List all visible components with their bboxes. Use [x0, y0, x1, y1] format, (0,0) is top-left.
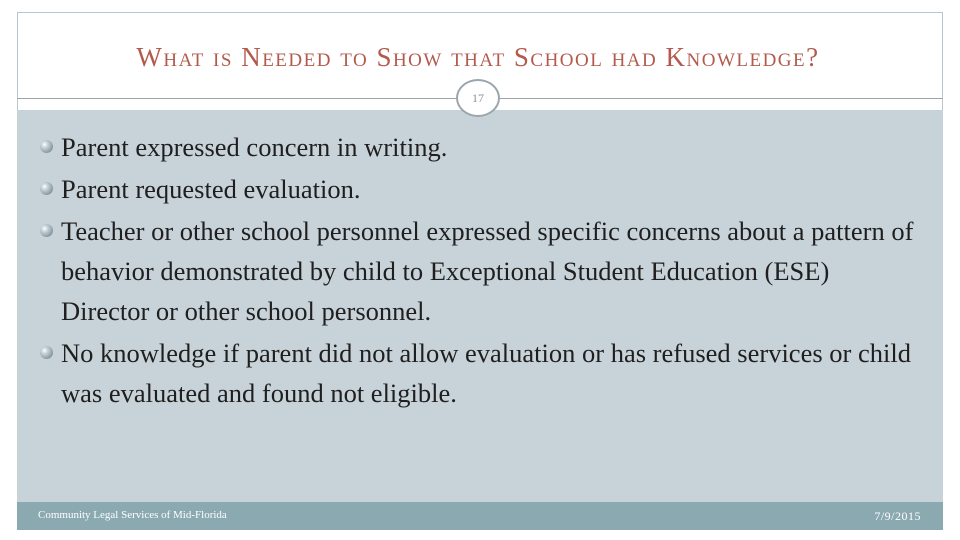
footer-bar	[17, 502, 943, 530]
bullet-item	[40, 127, 920, 167]
bullet-text: Parent requested evaluation.	[61, 174, 361, 204]
bullet-icon	[40, 224, 53, 237]
bullet-item	[40, 169, 920, 209]
footer-organization: Community Legal Services of Mid-Florida	[38, 509, 227, 521]
bullet-item	[40, 333, 920, 413]
bullet-text: Parent expressed concern in writing.	[61, 132, 448, 162]
bullet-icon	[40, 140, 53, 153]
footer-date: 7/9/2015	[874, 509, 921, 523]
slide-title: What is Needed to Show that School had Knowledge?	[136, 42, 820, 72]
bullet-text: Teacher or other school personnel expressed specific concerns about a pattern of behavior demonstrated by child to Exceptional Student Education (ESE) Director or other school personnel.	[61, 216, 914, 326]
bullet-icon	[40, 182, 53, 195]
bullet-icon	[40, 346, 53, 359]
bullet-list	[40, 127, 920, 415]
slide-number-badge: 17	[456, 79, 500, 117]
bullet-item	[40, 211, 920, 331]
bullet-text: No knowledge if parent did not allow evaluation or has refused services or child was evaluated and found not eligible.	[61, 338, 911, 408]
